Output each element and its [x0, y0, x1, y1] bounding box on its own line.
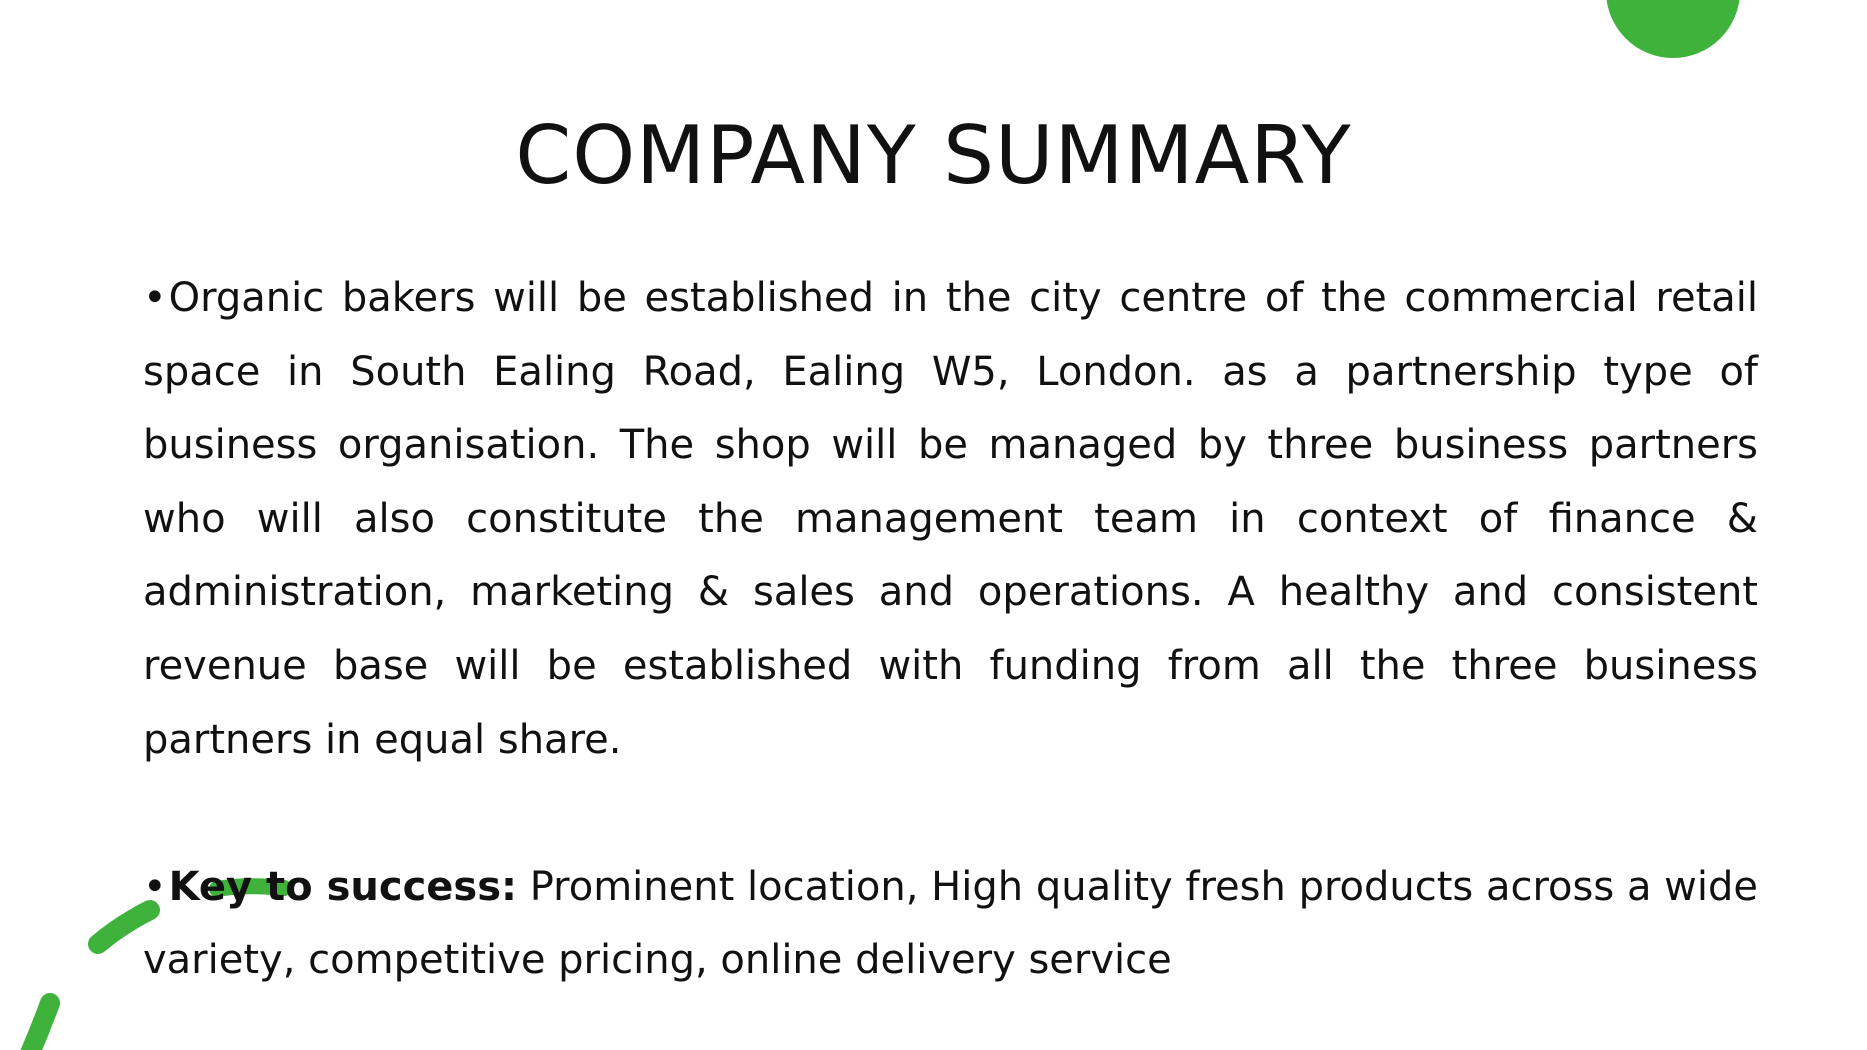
- slide-body: [143, 262, 1758, 998]
- bullet-icon: •: [143, 863, 167, 910]
- paragraph-text: Prominent location, High quality fresh products across a wide variety, competitive pricing, online delivery service: [143, 863, 1759, 984]
- bullet-paragraph-company-overview: [143, 262, 1758, 777]
- paragraph-text: Organic bakers will be established in the city centre of the commercial retail space in South Ealing Road, Ealing W5, London. as a partnership type of business organisation. The shop will be managed by three business partners who will also constitute the management team in context of finance & administration, marketing & sales and operations. A healthy and consistent revenue base will be established with funding from all the three business partners in equal share.: [143, 275, 1758, 763]
- decorative-green-circle: [1606, 0, 1740, 58]
- bullet-icon: •: [143, 275, 167, 321]
- page-title: COMPANY SUMMARY: [515, 109, 1352, 202]
- paragraph-lead: Key to success:: [168, 863, 518, 910]
- bullet-paragraph-key-to-success: [143, 851, 1758, 998]
